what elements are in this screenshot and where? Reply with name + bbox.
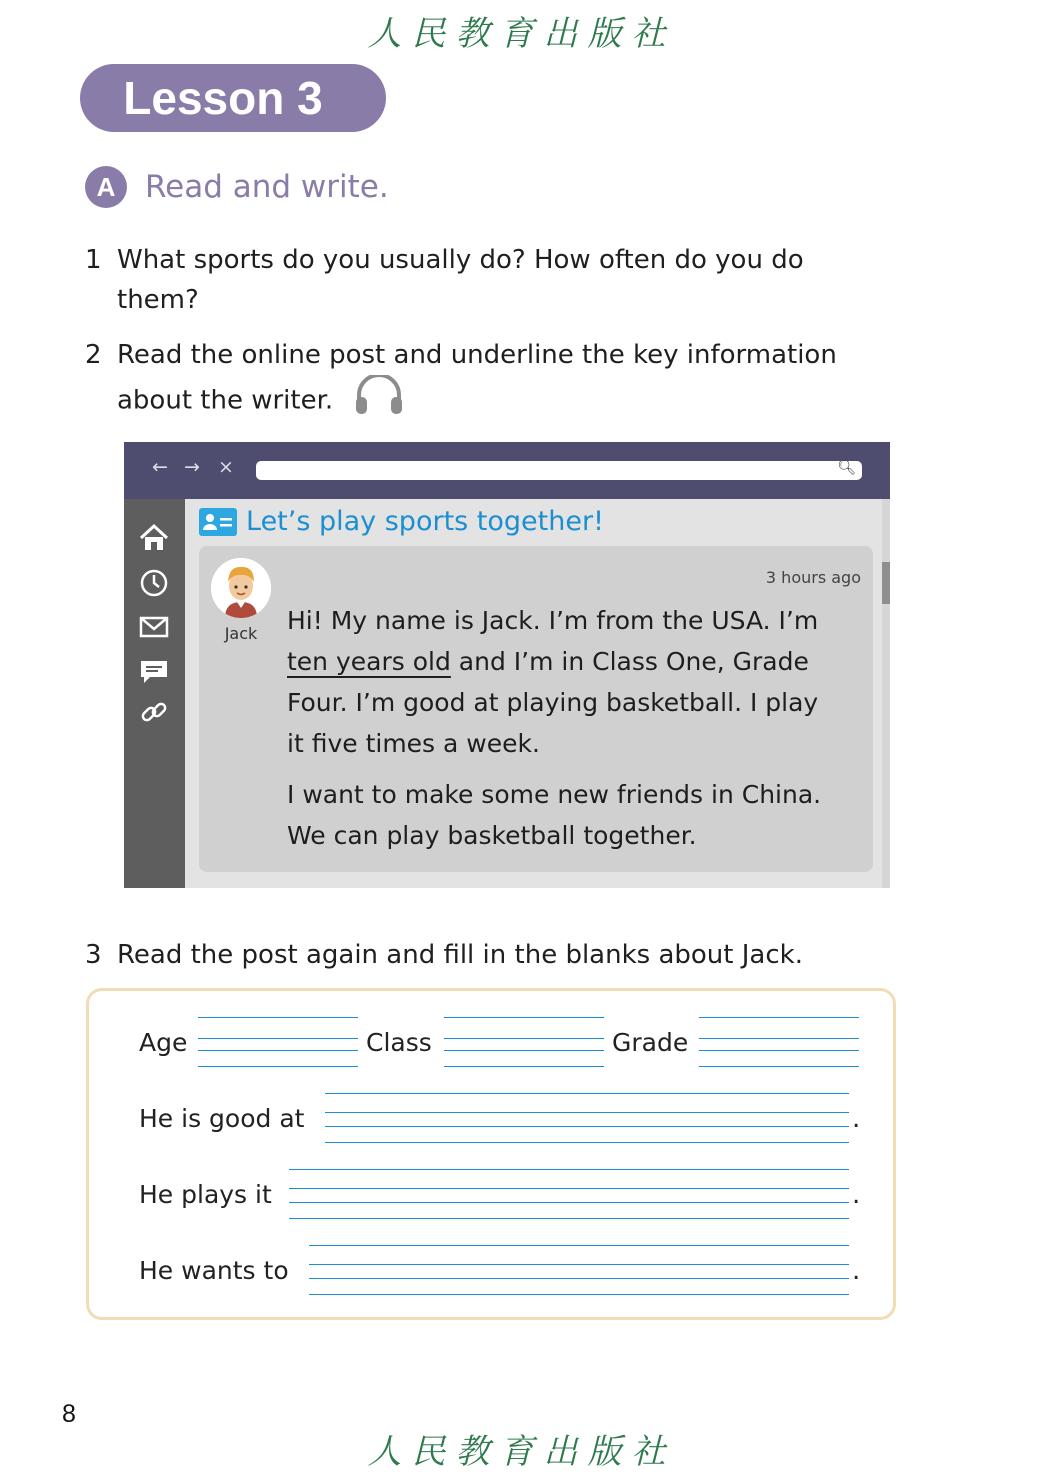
grade-label: Grade bbox=[612, 1028, 689, 1057]
browser-toolbar bbox=[124, 442, 890, 499]
period: . bbox=[852, 1256, 861, 1286]
question-text: Read the online post and underline the key information bbox=[117, 340, 837, 370]
question-number: 3 bbox=[85, 940, 102, 970]
writing-line bbox=[325, 1093, 849, 1094]
grade-blank[interactable] bbox=[699, 1038, 859, 1039]
wants-blank[interactable] bbox=[309, 1264, 849, 1265]
publisher-logo-bottom: 人民教育出版社 bbox=[367, 1432, 676, 1472]
fill-in-box bbox=[86, 988, 896, 1320]
age-label: Age bbox=[139, 1028, 188, 1057]
question-3 bbox=[85, 935, 905, 975]
age-blank[interactable] bbox=[198, 1038, 358, 1039]
author-name: Jack bbox=[224, 624, 258, 643]
chat-icon[interactable] bbox=[138, 656, 170, 688]
scrollbar-track[interactable] bbox=[882, 499, 890, 888]
writing-line bbox=[699, 1017, 859, 1018]
writing-line bbox=[699, 1050, 859, 1051]
class-label: Class bbox=[366, 1028, 432, 1057]
writing-line bbox=[699, 1066, 859, 1067]
post-card bbox=[199, 546, 873, 872]
plays-blank[interactable] bbox=[289, 1188, 849, 1189]
post-line: it five times a week. bbox=[287, 729, 540, 758]
question-1 bbox=[85, 240, 905, 320]
plays-label: He plays it bbox=[139, 1180, 272, 1209]
question-number: 2 bbox=[85, 340, 102, 370]
writing-line bbox=[444, 1066, 604, 1067]
lesson-title: Lesson 3 bbox=[80, 64, 386, 132]
writing-line bbox=[198, 1050, 358, 1051]
mail-icon[interactable] bbox=[138, 611, 170, 643]
writing-line bbox=[198, 1066, 358, 1067]
browser-sidebar bbox=[124, 499, 185, 888]
writing-line bbox=[309, 1245, 849, 1246]
question-number: 1 bbox=[85, 245, 102, 275]
question-text: Read the post again and fill in the blanks about Jack. bbox=[117, 940, 803, 970]
underlined-key-info: ten years old bbox=[287, 647, 451, 676]
period: . bbox=[852, 1180, 861, 1210]
post-line: We can play basketball together. bbox=[287, 821, 697, 850]
forward-icon[interactable]: → bbox=[184, 456, 200, 478]
writing-line bbox=[325, 1126, 849, 1127]
question-2 bbox=[85, 335, 905, 415]
wants-label: He wants to bbox=[139, 1256, 289, 1285]
writing-line bbox=[444, 1050, 604, 1051]
address-bar[interactable] bbox=[256, 458, 862, 480]
link-icon[interactable] bbox=[138, 696, 170, 728]
post-timestamp: 3 hours ago bbox=[765, 568, 861, 587]
post-line: and I’m in Class One, Grade bbox=[450, 647, 809, 676]
page-number: 8 bbox=[62, 1400, 76, 1428]
search-icon[interactable]: 🔍︎ bbox=[836, 458, 856, 476]
writing-line bbox=[289, 1202, 849, 1203]
writing-line bbox=[289, 1169, 849, 1170]
question-text-cont: them? bbox=[117, 285, 199, 315]
question-text: What sports do you usually do? How often do you do bbox=[117, 245, 804, 275]
writing-line bbox=[289, 1218, 849, 1219]
avatar bbox=[211, 558, 271, 618]
clock-icon[interactable] bbox=[138, 567, 170, 599]
home-icon[interactable] bbox=[138, 522, 170, 554]
post-paragraph-1 bbox=[287, 600, 867, 764]
scrollbar-thumb[interactable] bbox=[882, 562, 890, 604]
headphone-icon[interactable] bbox=[353, 375, 405, 427]
publisher-logo-top: 人民教育出版社 bbox=[367, 14, 676, 54]
writing-line bbox=[309, 1278, 849, 1279]
section-badge: A bbox=[85, 166, 127, 208]
section-title: Read and write. bbox=[145, 169, 389, 205]
profile-card-icon bbox=[199, 508, 237, 536]
period: . bbox=[852, 1104, 861, 1134]
post-line: I want to make some new friends in China. bbox=[287, 780, 822, 809]
question-text-cont: about the writer. bbox=[117, 385, 334, 416]
writing-line bbox=[198, 1017, 358, 1018]
class-blank[interactable] bbox=[444, 1038, 604, 1039]
post-line: Hi! My name is Jack. I’m from the USA. I’m bbox=[287, 606, 819, 635]
browser-window bbox=[124, 442, 890, 888]
post-title: Let’s play sports together! bbox=[246, 506, 604, 537]
post-line: Four. I’m good at playing basketball. I play bbox=[287, 688, 819, 717]
good-at-label: He is good at bbox=[139, 1104, 305, 1133]
post-paragraph-2 bbox=[287, 774, 867, 856]
back-icon[interactable]: ← bbox=[152, 456, 168, 478]
close-icon[interactable]: × bbox=[218, 456, 234, 478]
good-at-blank[interactable] bbox=[325, 1112, 849, 1113]
writing-line bbox=[325, 1142, 849, 1143]
writing-line bbox=[444, 1017, 604, 1018]
writing-line bbox=[309, 1294, 849, 1295]
